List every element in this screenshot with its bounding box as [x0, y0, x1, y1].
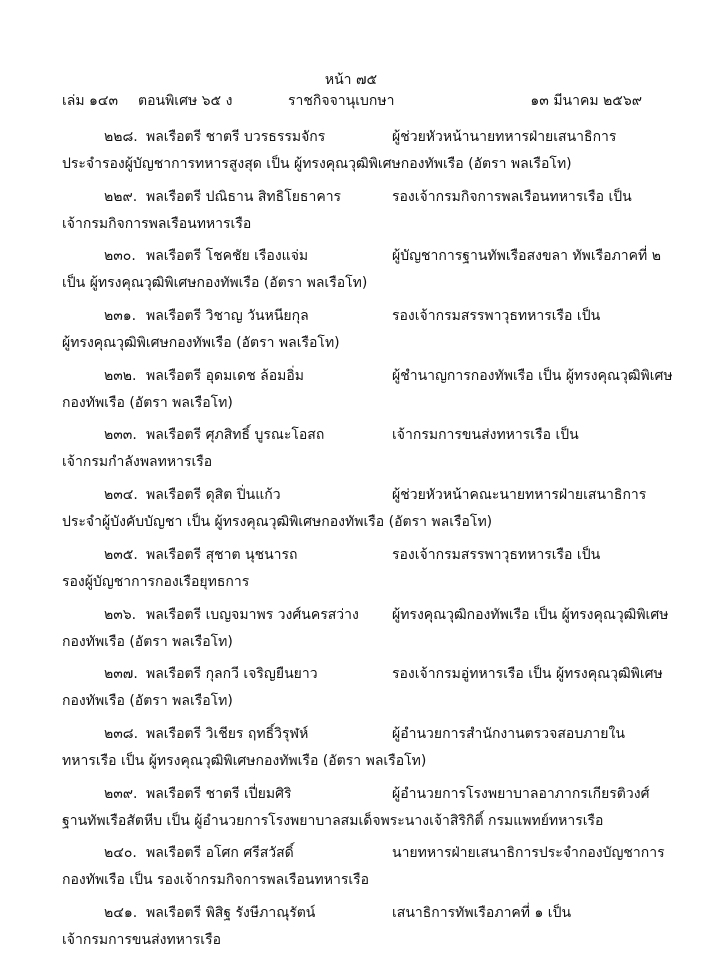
gazette-title: ราชกิจจานุเบกษา [288, 93, 395, 109]
officer-name: พลเรือตรี อุดมเดช ล้อมอิ่ม [146, 367, 304, 384]
appointment-entry [62, 363, 673, 423]
entry-number: ๒๓๗. [104, 666, 138, 683]
entry-number: ๒๓๐. [104, 248, 136, 265]
position-continuation: เจ้ากรมกำลังพลทหารเรือ [62, 454, 213, 471]
entry-first-line [62, 842, 665, 864]
appointment-list [62, 124, 673, 960]
position-text: รองเจ้ากรมสรรพาวุธทหารเรือ เป็น [392, 308, 601, 325]
appointment-entry [62, 781, 650, 841]
position-text: เสนาธิการทัพเรือภาคที่ ๑ เป็น [392, 904, 572, 921]
page-number: หน้า ๗๕ [324, 72, 378, 88]
appointment-entry [62, 303, 642, 363]
officer-name: พลเรือตรี วิเชียร ฤทธิ์วิรุฬห์ [146, 725, 309, 742]
entry-number: ๒๔๑. [104, 904, 138, 921]
officer-name: พลเรือตรี ศุภสิทธิ์ บูรณะโอสถ [146, 427, 325, 444]
position-text: ผู้ชำนาญการกองทัพเรือ เป็น ผู้ทรงคุณวุฒิพิเศษ [392, 367, 673, 384]
entry-second-line [62, 750, 642, 772]
officer-name: พลเรือตรี ชาตรี บวรธรรมจักร [146, 129, 326, 145]
position-text: นายทหารฝ่ายเสนาธิการประจำกองบัญชาการ [392, 845, 665, 862]
entry-number: ๒๓๒. [104, 367, 137, 384]
entry-first-line [62, 723, 642, 745]
entry-second-line [62, 392, 642, 414]
entry-first-line [62, 604, 669, 626]
position-continuation: ทหารเรือ เป็น ผู้ทรงคุณวุฒิพิเศษกองทัพเรือ (อัตรา พลเรือโท) [62, 752, 427, 769]
appointment-entry [62, 602, 669, 662]
entry-second-line [62, 631, 642, 653]
position-text: ผู้ช่วยหัวหน้านายทหารฝ่ายเสนาธิการ [392, 129, 617, 145]
officer-name: พลเรือตรี กุลกวี เจริญยืนยาว [146, 666, 318, 683]
entry-number: ๒๓๙. [104, 785, 138, 802]
appointment-entry [62, 900, 642, 960]
entry-second-line [62, 929, 642, 951]
entry-first-line [62, 783, 650, 805]
entry-second-line [62, 213, 642, 235]
appointment-entry [62, 840, 665, 900]
entry-number: ๒๓๖. [104, 606, 137, 623]
position-text: ผู้อำนวยการโรงพยาบาลอาภากรเกียรติวงศ์ [392, 785, 650, 802]
position-text: รองเจ้ากรมกิจการพลเรือนทหารเรือ เป็น [392, 188, 632, 205]
entry-second-line [62, 810, 642, 832]
entry-second-line [62, 272, 642, 294]
position-text: ผู้ช่วยหัวหน้าคณะนายทหารฝ่ายเสนาธิการ [392, 487, 647, 504]
entry-second-line [62, 511, 642, 533]
position-text: ผู้อำนวยการสำนักงานตรวจสอบภายใน [392, 725, 625, 742]
entry-second-line [62, 153, 642, 175]
appointment-entry [62, 542, 642, 602]
position-continuation: กองทัพเรือ เป็น รองเจ้ากรมกิจการพลเรือนทหารเรือ [62, 872, 370, 889]
officer-name: พลเรือตรี อโศก ศรีสวัสดิ์ [146, 845, 294, 862]
appointment-entry [62, 721, 642, 781]
position-continuation: เจ้ากรมการขนส่งทหารเรือ [62, 931, 222, 948]
officer-name: พลเรือตรี ดุสิต ปิ่นแก้ว [146, 487, 281, 504]
position-continuation: ฐานทัพเรือสัตหีบ เป็น ผู้อำนวยการโรงพยาบาลสมเด็จพระนางเจ้าสิริกิติ์ กรมแพทย์ทหารเรือ [62, 812, 604, 829]
entry-first-line [62, 365, 673, 387]
entry-number: ๒๒๙. [104, 188, 138, 205]
position-text: เจ้ากรมการขนส่งทหารเรือ เป็น [392, 427, 579, 444]
officer-name: พลเรือตรี วิชาญ วันหนียกุล [146, 308, 309, 325]
officer-name: พลเรือตรี โชคชัย เรืองแจ่ม [146, 248, 309, 265]
officer-name: พลเรือตรี พิสิฐ รังษีภาณุรัตน์ [146, 904, 316, 921]
entry-first-line [62, 305, 642, 327]
entry-first-line [62, 544, 642, 566]
entry-number: ๒๔๐. [104, 845, 137, 862]
position-continuation: กองทัพเรือ (อัตรา พลเรือโท) [62, 394, 233, 411]
entry-first-line [62, 245, 661, 267]
appointment-entry [62, 661, 663, 721]
appointment-entry [62, 422, 642, 482]
entry-first-line [62, 126, 642, 148]
position-continuation: ประจำผู้บังคับบัญชา เป็น ผู้ทรงคุณวุฒิพิเศษกองทัพเรือ (อัตรา พลเรือโท) [62, 514, 493, 531]
appointment-entry [62, 184, 642, 244]
entry-second-line [62, 571, 642, 593]
officer-name: พลเรือตรี ชาตรี เปี่ยมศิริ [146, 785, 292, 802]
volume-label: เล่ม ๑๔๓ [62, 93, 119, 109]
position-continuation: กองทัพเรือ (อัตรา พลเรือโท) [62, 633, 233, 650]
issue-date: ๑๓ มีนาคม ๒๕๖๙ [530, 93, 642, 109]
appointment-entry [62, 243, 661, 303]
position-text: ผู้บัญชาการฐานทัพเรือสงขลา ทัพเรือภาคที่ ๒ [392, 248, 661, 265]
position-continuation: ประจำรองผู้บัญชาการทหารสูงสุด เป็น ผู้ทรงคุณวุฒิพิเศษกองทัพเรือ (อัตรา พลเรือโท) [62, 156, 572, 172]
entry-number: ๒๓๘. [104, 725, 139, 742]
position-continuation: กองทัพเรือ (อัตรา พลเรือโท) [62, 693, 233, 710]
entry-number: ๒๓๓. [104, 427, 137, 444]
section-label: ตอนพิเศษ ๖๕ ง [138, 93, 233, 109]
appointment-entry [62, 482, 647, 542]
entry-number: ๒๓๔. [104, 487, 138, 504]
position-continuation: เป็น ผู้ทรงคุณวุฒิพิเศษกองทัพเรือ (อัตรา พลเรือโท) [62, 275, 368, 292]
entry-second-line [62, 690, 642, 712]
appointment-entry [62, 124, 642, 184]
entry-first-line [62, 902, 642, 924]
entry-number: ๒๓๑. [104, 308, 137, 325]
entry-number: ๒๓๕. [104, 546, 138, 563]
entry-first-line [62, 186, 642, 208]
position-text: ผู้ทรงคุณวุฒิกองทัพเรือ เป็น ผู้ทรงคุณวุฒิพิเศษ [392, 606, 669, 623]
position-continuation: รองผู้บัญชาการกองเรือยุทธการ [62, 573, 250, 590]
position-text: รองเจ้ากรมอู่ทหารเรือ เป็น ผู้ทรงคุณวุฒิพิเศษ [392, 666, 663, 683]
officer-name: พลเรือตรี สุชาต นุชนารถ [146, 546, 298, 563]
position-continuation: เจ้ากรมกิจการพลเรือนทหารเรือ [62, 215, 252, 232]
entry-second-line [62, 451, 642, 473]
entry-first-line [62, 663, 663, 685]
entry-number: ๒๒๘. [104, 129, 138, 145]
officer-name: พลเรือตรี ปณิธาน สิทธิโยธาคาร [146, 188, 342, 205]
entry-first-line [62, 424, 642, 446]
officer-name: พลเรือตรี เบญจมาพร วงศ์นครสว่าง [146, 606, 359, 623]
entry-first-line [62, 484, 647, 506]
position-text: รองเจ้ากรมสรรพาวุธทหารเรือ เป็น [392, 546, 601, 563]
position-continuation: ผู้ทรงคุณวุฒิพิเศษกองทัพเรือ (อัตรา พลเรือโท) [62, 335, 340, 352]
entry-second-line [62, 869, 642, 891]
entry-second-line [62, 332, 642, 354]
